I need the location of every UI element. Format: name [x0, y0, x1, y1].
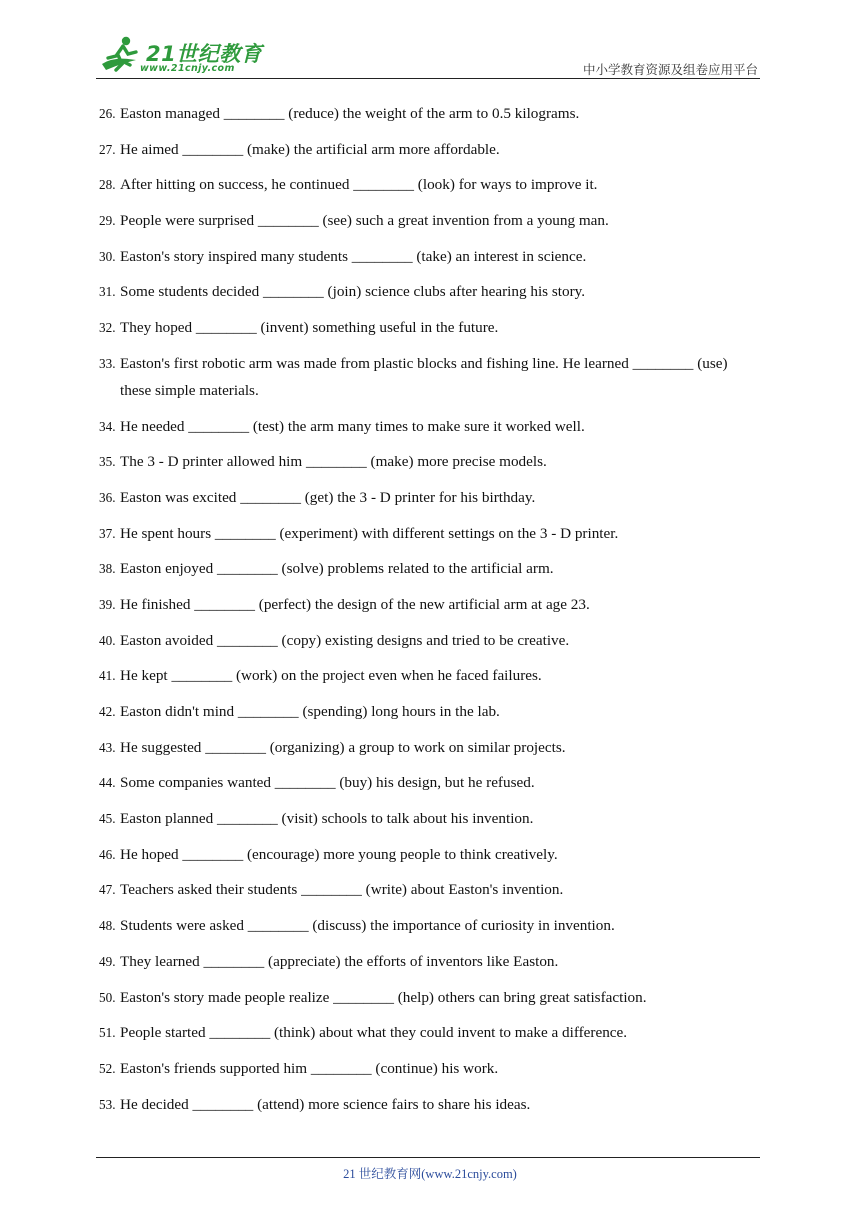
question-text: Easton's story inspired many students ________ (take) an interest in science.: [120, 247, 587, 265]
question-item: [99, 555, 739, 582]
question-number: 34.: [99, 418, 116, 434]
question-item: [99, 413, 739, 440]
question-text: Easton's first robotic arm was made from plastic blocks and fishing line. He learned ________ (use) these simple materials.: [120, 354, 728, 399]
question-text: He needed ________ (test) the arm many times to make sure it worked well.: [120, 417, 585, 435]
question-number: 26.: [99, 106, 116, 121]
question-text: He kept ________ (work) on the project even when he faced failures.: [120, 667, 542, 685]
question-item: [99, 912, 739, 939]
question-text: Students were asked ________ (discuss) the importance of curiosity in invention.: [120, 917, 615, 935]
question-item: [99, 278, 739, 305]
question-number: 39.: [99, 596, 116, 612]
question-number: 53.: [99, 1096, 116, 1112]
logo-text: 21世纪教育: [146, 42, 263, 66]
question-text: Easton didn't mind ________ (spending) long hours in the lab.: [120, 703, 500, 720]
question-number: 49.: [99, 953, 116, 969]
question-number: 30.: [99, 248, 116, 264]
question-item: [99, 350, 739, 404]
question-number: 43.: [99, 739, 116, 755]
question-item: [99, 734, 739, 761]
question-item: [99, 662, 739, 689]
question-text: Easton's friends supported him ________ (continue) his work.: [120, 1059, 499, 1077]
question-item: [99, 243, 739, 270]
logo-url: www.21cnjy.com: [140, 63, 235, 74]
question-number: 35.: [99, 454, 116, 470]
question-item: [99, 1055, 739, 1082]
question-number: 40.: [99, 632, 116, 648]
question-item: [99, 448, 739, 475]
question-item: [99, 1019, 739, 1046]
question-text: Easton avoided ________ (copy) existing designs and tried to be creative.: [120, 631, 570, 649]
question-text: He decided ________ (attend) more science fairs to share his ideas.: [120, 1095, 531, 1113]
question-number: 47.: [99, 882, 116, 898]
question-text: People were surprised ________ (see) such a great invention from a young man.: [120, 212, 609, 230]
question-text: Easton enjoyed ________ (solve) problems related to the artificial arm.: [120, 560, 554, 578]
question-item: [99, 484, 739, 511]
question-item: [99, 769, 739, 796]
question-list: [99, 100, 739, 1126]
footer-divider: [96, 1157, 760, 1158]
question-text: He spent hours ________ (experiment) with different settings on the 3 - D printer.: [120, 524, 619, 542]
question-number: 29.: [99, 213, 116, 229]
question-number: 50.: [99, 989, 116, 1005]
question-item: [99, 984, 739, 1011]
question-item: [99, 207, 739, 234]
question-number: 28.: [99, 177, 116, 193]
question-text: He finished ________ (perfect) the design of the new artificial arm at age 23.: [120, 595, 590, 613]
question-number: 44.: [99, 775, 116, 791]
question-number: 37.: [99, 525, 116, 541]
question-item: [99, 136, 739, 163]
question-text: Some companies wanted ________ (buy) his design, but he refused.: [120, 774, 535, 792]
question-number: 42.: [99, 704, 116, 719]
question-item: [99, 314, 739, 341]
question-text: Easton managed ________ (reduce) the weight of the arm to 0.5 kilograms.: [120, 105, 580, 122]
question-number: 52.: [99, 1060, 116, 1076]
question-item: [99, 876, 739, 903]
question-number: 48.: [99, 918, 116, 934]
question-number: 31.: [99, 284, 116, 300]
page-header: [96, 30, 760, 79]
question-number: 45.: [99, 811, 116, 827]
header-platform-text: 中小学教育资源及组卷应用平台: [582, 62, 758, 77]
question-text: Some students decided ________ (join) science clubs after hearing his story.: [120, 283, 586, 301]
question-text: They hoped ________ (invent) something useful in the future.: [120, 319, 499, 337]
question-text: Easton was excited ________ (get) the 3 - D printer for his birthday.: [120, 488, 536, 506]
question-item: [99, 1091, 739, 1118]
question-number: 33.: [99, 355, 116, 371]
question-number: 51.: [99, 1025, 116, 1041]
question-item: [99, 591, 739, 618]
question-text: Easton planned ________ (visit) schools to talk about his invention.: [120, 810, 534, 828]
question-text: Easton's story made people realize ________ (help) others can bring great satisfaction.: [120, 988, 647, 1006]
question-number: 41.: [99, 668, 116, 684]
question-text: He suggested ________ (organizing) a group to work on similar projects.: [120, 738, 566, 756]
question-text: He aimed ________ (make) the artificial arm more affordable.: [120, 140, 500, 158]
question-item: [99, 627, 739, 654]
site-logo[interactable]: [96, 34, 266, 78]
question-number: 27.: [99, 141, 116, 157]
question-number: 46.: [99, 846, 116, 862]
question-text: The 3 - D printer allowed him ________ (make) more precise models.: [120, 453, 547, 471]
question-item: [99, 805, 739, 832]
question-number: 32.: [99, 320, 116, 336]
question-text: People started ________ (think) about what they could invent to make a difference.: [120, 1024, 628, 1042]
question-number: 36.: [99, 489, 116, 505]
question-item: [99, 520, 739, 547]
question-text: After hitting on success, he continued ________ (look) for ways to improve it.: [120, 176, 598, 194]
question-text: He hoped ________ (encourage) more young people to think creatively.: [120, 845, 558, 863]
question-item: [99, 698, 739, 725]
question-item: [99, 841, 739, 868]
question-number: 38.: [99, 561, 116, 577]
footer-source-link[interactable]: 21 世纪教育网(www.21cnjy.com): [343, 1167, 517, 1181]
question-item: [99, 948, 739, 975]
question-item: [99, 171, 739, 198]
question-text: They learned ________ (appreciate) the efforts of inventors like Easton.: [120, 952, 559, 970]
question-text: Teachers asked their students ________ (write) about Easton's invention.: [120, 881, 564, 899]
question-item: [99, 100, 739, 127]
